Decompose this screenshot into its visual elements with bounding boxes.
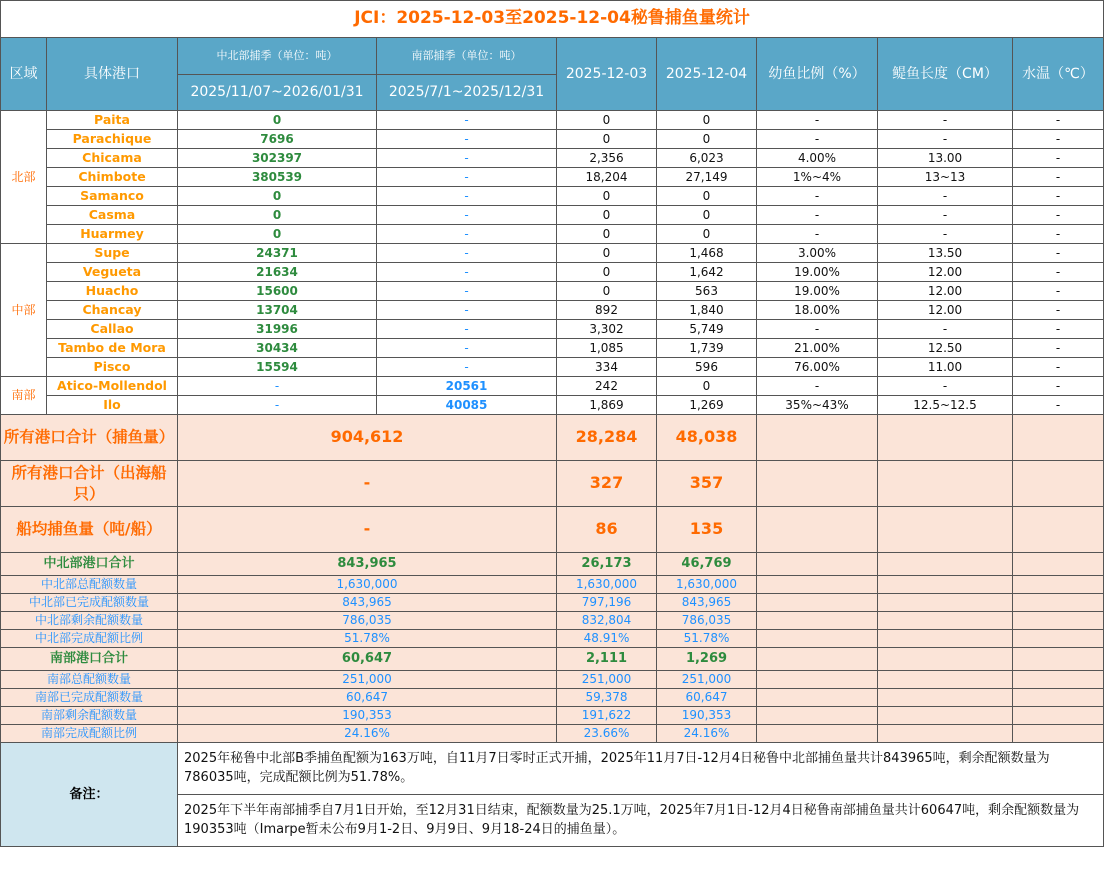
north-season-value: 13704 bbox=[178, 301, 377, 320]
summary-date2-value: 135 bbox=[657, 507, 757, 553]
stats-label: 中北部完成配额比例 bbox=[1, 630, 178, 648]
date1-value: 1,869 bbox=[557, 396, 657, 415]
port-name: Huacho bbox=[47, 282, 178, 301]
table-row bbox=[1, 339, 1104, 358]
south-season-value: 20561 bbox=[377, 377, 557, 396]
stats-date1-value: 48.91% bbox=[557, 630, 657, 648]
length-value: - bbox=[878, 206, 1013, 225]
date2-value: 0 bbox=[657, 187, 757, 206]
north-season-value: - bbox=[178, 396, 377, 415]
south-season-value: - bbox=[377, 130, 557, 149]
south-season-value: - bbox=[377, 301, 557, 320]
stats-season-value: 60,647 bbox=[178, 689, 557, 707]
north-season-value: 302397 bbox=[178, 149, 377, 168]
table-row bbox=[1, 301, 1104, 320]
date1-value: 242 bbox=[557, 377, 657, 396]
date2-value: 5,749 bbox=[657, 320, 757, 339]
table-row bbox=[1, 358, 1104, 377]
header-temp: 水温（℃） bbox=[1013, 38, 1104, 111]
header-south-season: 南部捕季（单位：吨） bbox=[377, 38, 557, 75]
stats-empty-cell bbox=[878, 707, 1013, 725]
date1-value: 892 bbox=[557, 301, 657, 320]
south-season-value: - bbox=[377, 149, 557, 168]
table-row bbox=[1, 225, 1104, 244]
table-row bbox=[1, 282, 1104, 301]
stats-season-value: 251,000 bbox=[178, 671, 557, 689]
header-date-2: 2025-12-04 bbox=[657, 38, 757, 111]
stats-empty-cell bbox=[757, 707, 878, 725]
date1-value: 334 bbox=[557, 358, 657, 377]
stats-row bbox=[1, 612, 1104, 630]
juvenile-value: 18.00% bbox=[757, 301, 878, 320]
stats-empty-cell bbox=[878, 648, 1013, 671]
date2-value: 0 bbox=[657, 111, 757, 130]
juvenile-value: 76.00% bbox=[757, 358, 878, 377]
summary-empty-cell bbox=[878, 415, 1013, 461]
date1-value: 2,356 bbox=[557, 149, 657, 168]
stats-row bbox=[1, 648, 1104, 671]
juvenile-value: 35%~43% bbox=[757, 396, 878, 415]
stats-season-value: 843,965 bbox=[178, 594, 557, 612]
table-row bbox=[1, 396, 1104, 415]
header-south-period: 2025/7/1~2025/12/31 bbox=[377, 75, 557, 111]
length-value: 11.00 bbox=[878, 358, 1013, 377]
stats-label: 中北部港口合计 bbox=[1, 553, 178, 576]
table-row bbox=[1, 320, 1104, 339]
stats-empty-cell bbox=[757, 594, 878, 612]
south-season-value: - bbox=[377, 168, 557, 187]
region-central: 中部 bbox=[1, 244, 47, 377]
port-name: Chicama bbox=[47, 149, 178, 168]
length-value: 12.00 bbox=[878, 263, 1013, 282]
stats-date1-value: 59,378 bbox=[557, 689, 657, 707]
date1-value: 0 bbox=[557, 206, 657, 225]
date1-value: 0 bbox=[557, 225, 657, 244]
stats-empty-cell bbox=[878, 576, 1013, 594]
port-name: Chimbote bbox=[47, 168, 178, 187]
south-season-value: - bbox=[377, 320, 557, 339]
north-season-value: 15600 bbox=[178, 282, 377, 301]
date2-value: 596 bbox=[657, 358, 757, 377]
date2-value: 1,739 bbox=[657, 339, 757, 358]
summary-empty-cell bbox=[1013, 507, 1104, 553]
temp-value: - bbox=[1013, 282, 1104, 301]
port-name: Casma bbox=[47, 206, 178, 225]
stats-season-value: 190,353 bbox=[178, 707, 557, 725]
stats-date2-value: 1,630,000 bbox=[657, 576, 757, 594]
juvenile-value: - bbox=[757, 187, 878, 206]
north-season-value: 24371 bbox=[178, 244, 377, 263]
south-season-value: - bbox=[377, 206, 557, 225]
temp-value: - bbox=[1013, 206, 1104, 225]
stats-season-value: 60,647 bbox=[178, 648, 557, 671]
stats-empty-cell bbox=[878, 553, 1013, 576]
juvenile-value: - bbox=[757, 225, 878, 244]
port-name: Huarmey bbox=[47, 225, 178, 244]
temp-value: - bbox=[1013, 111, 1104, 130]
stats-date2-value: 1,269 bbox=[657, 648, 757, 671]
juvenile-value: - bbox=[757, 111, 878, 130]
juvenile-value: 19.00% bbox=[757, 282, 878, 301]
date2-value: 0 bbox=[657, 130, 757, 149]
stats-date1-value: 797,196 bbox=[557, 594, 657, 612]
stats-date2-value: 60,647 bbox=[657, 689, 757, 707]
table-row bbox=[1, 111, 1104, 130]
south-season-value: 40085 bbox=[377, 396, 557, 415]
stats-empty-cell bbox=[878, 725, 1013, 743]
header-length: 鳀鱼长度（CM） bbox=[878, 38, 1013, 111]
north-season-value: 0 bbox=[178, 111, 377, 130]
notes-label: 备注： bbox=[1, 743, 178, 847]
stats-empty-cell bbox=[1013, 671, 1104, 689]
length-value: 13.50 bbox=[878, 244, 1013, 263]
stats-empty-cell bbox=[757, 612, 878, 630]
summary-label: 所有港口合计（捕鱼量） bbox=[1, 415, 178, 461]
stats-date2-value: 46,769 bbox=[657, 553, 757, 576]
north-season-value: 21634 bbox=[178, 263, 377, 282]
south-season-value: - bbox=[377, 263, 557, 282]
summary-empty-cell bbox=[878, 507, 1013, 553]
date2-value: 1,642 bbox=[657, 263, 757, 282]
summary-season-value: 904,612 bbox=[178, 415, 557, 461]
header-north-period: 2025/11/07~2026/01/31 bbox=[178, 75, 377, 111]
south-season-value: - bbox=[377, 225, 557, 244]
north-season-value: 15594 bbox=[178, 358, 377, 377]
date2-value: 1,269 bbox=[657, 396, 757, 415]
stats-empty-cell bbox=[757, 630, 878, 648]
length-value: 12.00 bbox=[878, 282, 1013, 301]
header-north-season: 中北部捕季（单位：吨） bbox=[178, 38, 377, 75]
stats-date1-value: 832,804 bbox=[557, 612, 657, 630]
juvenile-value: - bbox=[757, 206, 878, 225]
stats-label: 南部港口合计 bbox=[1, 648, 178, 671]
temp-value: - bbox=[1013, 225, 1104, 244]
length-value: - bbox=[878, 320, 1013, 339]
length-value: 12.50 bbox=[878, 339, 1013, 358]
table-row bbox=[1, 168, 1104, 187]
south-season-value: - bbox=[377, 244, 557, 263]
length-value: 12.00 bbox=[878, 301, 1013, 320]
stats-empty-cell bbox=[878, 630, 1013, 648]
stats-empty-cell bbox=[757, 725, 878, 743]
date1-value: 0 bbox=[557, 111, 657, 130]
summary-label: 所有港口合计（出海船只） bbox=[1, 461, 178, 507]
stats-empty-cell bbox=[1013, 689, 1104, 707]
summary-date2-value: 357 bbox=[657, 461, 757, 507]
date1-value: 3,302 bbox=[557, 320, 657, 339]
stats-date1-value: 26,173 bbox=[557, 553, 657, 576]
temp-value: - bbox=[1013, 358, 1104, 377]
stats-label: 中北部已完成配额数量 bbox=[1, 594, 178, 612]
stats-empty-cell bbox=[1013, 576, 1104, 594]
length-value: - bbox=[878, 187, 1013, 206]
north-season-value: - bbox=[178, 377, 377, 396]
date1-value: 0 bbox=[557, 187, 657, 206]
stats-label: 中北部剩余配额数量 bbox=[1, 612, 178, 630]
temp-value: - bbox=[1013, 377, 1104, 396]
notes-text-south: 2025年下半年南部捕季自7月1日开始，至12月31日结束，配额数量为25.1万吨，2025年7月1日-12月4日秘鲁南部捕鱼量共计60647吨，剩余配额数量为190353吨（Imarpe暂未公布9月1-2日、9月9日、9月18-24日的捕鱼量）。 bbox=[178, 795, 1104, 847]
stats-date2-value: 251,000 bbox=[657, 671, 757, 689]
juvenile-value: 21.00% bbox=[757, 339, 878, 358]
stats-date1-value: 1,630,000 bbox=[557, 576, 657, 594]
stats-empty-cell bbox=[878, 594, 1013, 612]
stats-label: 南部剩余配额数量 bbox=[1, 707, 178, 725]
temp-value: - bbox=[1013, 130, 1104, 149]
summary-date1-value: 28,284 bbox=[557, 415, 657, 461]
juvenile-value: - bbox=[757, 320, 878, 339]
temp-value: - bbox=[1013, 263, 1104, 282]
stats-label: 南部已完成配额数量 bbox=[1, 689, 178, 707]
juvenile-value: - bbox=[757, 377, 878, 396]
stats-empty-cell bbox=[1013, 648, 1104, 671]
stats-season-value: 24.16% bbox=[178, 725, 557, 743]
summary-empty-cell bbox=[1013, 415, 1104, 461]
port-name: Samanco bbox=[47, 187, 178, 206]
date1-value: 0 bbox=[557, 263, 657, 282]
summary-row bbox=[1, 507, 1104, 553]
temp-value: - bbox=[1013, 339, 1104, 358]
stats-row bbox=[1, 689, 1104, 707]
table-row bbox=[1, 377, 1104, 396]
stats-row bbox=[1, 594, 1104, 612]
port-name: Paita bbox=[47, 111, 178, 130]
table-row bbox=[1, 263, 1104, 282]
date2-value: 27,149 bbox=[657, 168, 757, 187]
table-row bbox=[1, 244, 1104, 263]
juvenile-value: - bbox=[757, 130, 878, 149]
table-row bbox=[1, 206, 1104, 225]
temp-value: - bbox=[1013, 187, 1104, 206]
stats-label: 南部总配额数量 bbox=[1, 671, 178, 689]
stats-date2-value: 786,035 bbox=[657, 612, 757, 630]
summary-empty-cell bbox=[757, 461, 878, 507]
table-row bbox=[1, 149, 1104, 168]
north-season-value: 0 bbox=[178, 225, 377, 244]
date1-value: 18,204 bbox=[557, 168, 657, 187]
port-name: Supe bbox=[47, 244, 178, 263]
juvenile-value: 3.00% bbox=[757, 244, 878, 263]
date2-value: 0 bbox=[657, 225, 757, 244]
summary-empty-cell bbox=[757, 415, 878, 461]
north-season-value: 30434 bbox=[178, 339, 377, 358]
north-season-value: 380539 bbox=[178, 168, 377, 187]
notes-text-north: 2025年秘鲁中北部B季捕鱼配额为163万吨，自11月7日零时正式开捕，2025年11月7日-12月4日秘鲁中北部捕鱼量共计843965吨，剩余配额数量为786035吨，完成配额比例为51.78%。 bbox=[178, 743, 1104, 795]
summary-empty-cell bbox=[1013, 461, 1104, 507]
length-value: - bbox=[878, 130, 1013, 149]
date2-value: 563 bbox=[657, 282, 757, 301]
temp-value: - bbox=[1013, 396, 1104, 415]
stats-date1-value: 191,622 bbox=[557, 707, 657, 725]
header-port: 具体港口 bbox=[47, 38, 178, 111]
stats-row bbox=[1, 707, 1104, 725]
length-value: 13.00 bbox=[878, 149, 1013, 168]
stats-row bbox=[1, 671, 1104, 689]
north-season-value: 0 bbox=[178, 187, 377, 206]
page-title: JCI：2025-12-03至2025-12-04秘鲁捕鱼量统计 bbox=[1, 1, 1104, 38]
header-juvenile: 幼鱼比例（%） bbox=[757, 38, 878, 111]
stats-row bbox=[1, 576, 1104, 594]
summary-season-value: - bbox=[178, 461, 557, 507]
date2-value: 1,468 bbox=[657, 244, 757, 263]
stats-date2-value: 51.78% bbox=[657, 630, 757, 648]
date1-value: 0 bbox=[557, 130, 657, 149]
table-row bbox=[1, 187, 1104, 206]
summary-row bbox=[1, 461, 1104, 507]
date1-value: 0 bbox=[557, 244, 657, 263]
stats-empty-cell bbox=[757, 553, 878, 576]
length-value: - bbox=[878, 225, 1013, 244]
date2-value: 1,840 bbox=[657, 301, 757, 320]
port-name: Chancay bbox=[47, 301, 178, 320]
date1-value: 0 bbox=[557, 282, 657, 301]
date2-value: 6,023 bbox=[657, 149, 757, 168]
north-season-value: 7696 bbox=[178, 130, 377, 149]
table-row bbox=[1, 130, 1104, 149]
port-name: Pisco bbox=[47, 358, 178, 377]
port-name: Tambo de Mora bbox=[47, 339, 178, 358]
summary-season-value: - bbox=[178, 507, 557, 553]
port-name: Atico-Mollendol bbox=[47, 377, 178, 396]
stats-label: 中北部总配额数量 bbox=[1, 576, 178, 594]
summary-date1-value: 86 bbox=[557, 507, 657, 553]
juvenile-value: 19.00% bbox=[757, 263, 878, 282]
stats-label: 南部完成配额比例 bbox=[1, 725, 178, 743]
date2-value: 0 bbox=[657, 377, 757, 396]
south-season-value: - bbox=[377, 339, 557, 358]
summary-row bbox=[1, 415, 1104, 461]
stats-season-value: 843,965 bbox=[178, 553, 557, 576]
stats-empty-cell bbox=[1013, 612, 1104, 630]
stats-date1-value: 251,000 bbox=[557, 671, 657, 689]
stats-date1-value: 23.66% bbox=[557, 725, 657, 743]
stats-empty-cell bbox=[1013, 707, 1104, 725]
south-season-value: - bbox=[377, 282, 557, 301]
north-season-value: 0 bbox=[178, 206, 377, 225]
south-season-value: - bbox=[377, 358, 557, 377]
date1-value: 1,085 bbox=[557, 339, 657, 358]
stats-date2-value: 843,965 bbox=[657, 594, 757, 612]
length-value: 12.5~12.5 bbox=[878, 396, 1013, 415]
stats-empty-cell bbox=[878, 671, 1013, 689]
temp-value: - bbox=[1013, 301, 1104, 320]
port-name: Vegueta bbox=[47, 263, 178, 282]
temp-value: - bbox=[1013, 320, 1104, 339]
stats-empty-cell bbox=[1013, 594, 1104, 612]
stats-empty-cell bbox=[1013, 630, 1104, 648]
length-value: - bbox=[878, 111, 1013, 130]
stats-row bbox=[1, 553, 1104, 576]
temp-value: - bbox=[1013, 168, 1104, 187]
stats-date1-value: 2,111 bbox=[557, 648, 657, 671]
stats-season-value: 786,035 bbox=[178, 612, 557, 630]
stats-date2-value: 190,353 bbox=[657, 707, 757, 725]
temp-value: - bbox=[1013, 149, 1104, 168]
stats-row bbox=[1, 630, 1104, 648]
summary-date2-value: 48,038 bbox=[657, 415, 757, 461]
stats-empty-cell bbox=[878, 689, 1013, 707]
notes-row bbox=[1, 743, 1104, 795]
header-date-1: 2025-12-03 bbox=[557, 38, 657, 111]
stats-season-value: 51.78% bbox=[178, 630, 557, 648]
summary-empty-cell bbox=[878, 461, 1013, 507]
port-name: Ilo bbox=[47, 396, 178, 415]
stats-empty-cell bbox=[757, 671, 878, 689]
stats-empty-cell bbox=[1013, 725, 1104, 743]
region-north: 北部 bbox=[1, 111, 47, 244]
header-region: 区域 bbox=[1, 38, 47, 111]
stats-season-value: 1,630,000 bbox=[178, 576, 557, 594]
temp-value: - bbox=[1013, 244, 1104, 263]
south-season-value: - bbox=[377, 187, 557, 206]
port-name: Parachique bbox=[47, 130, 178, 149]
juvenile-value: 1%~4% bbox=[757, 168, 878, 187]
port-name: Callao bbox=[47, 320, 178, 339]
summary-empty-cell bbox=[757, 507, 878, 553]
length-value: 13~13 bbox=[878, 168, 1013, 187]
south-season-value: - bbox=[377, 111, 557, 130]
stats-empty-cell bbox=[1013, 553, 1104, 576]
summary-date1-value: 327 bbox=[557, 461, 657, 507]
stats-row bbox=[1, 725, 1104, 743]
date2-value: 0 bbox=[657, 206, 757, 225]
juvenile-value: 4.00% bbox=[757, 149, 878, 168]
stats-empty-cell bbox=[757, 648, 878, 671]
region-south: 南部 bbox=[1, 377, 47, 415]
length-value: - bbox=[878, 377, 1013, 396]
stats-empty-cell bbox=[878, 612, 1013, 630]
stats-date2-value: 24.16% bbox=[657, 725, 757, 743]
summary-label: 船均捕鱼量（吨/船） bbox=[1, 507, 178, 553]
north-season-value: 31996 bbox=[178, 320, 377, 339]
stats-empty-cell bbox=[757, 576, 878, 594]
stats-empty-cell bbox=[757, 689, 878, 707]
